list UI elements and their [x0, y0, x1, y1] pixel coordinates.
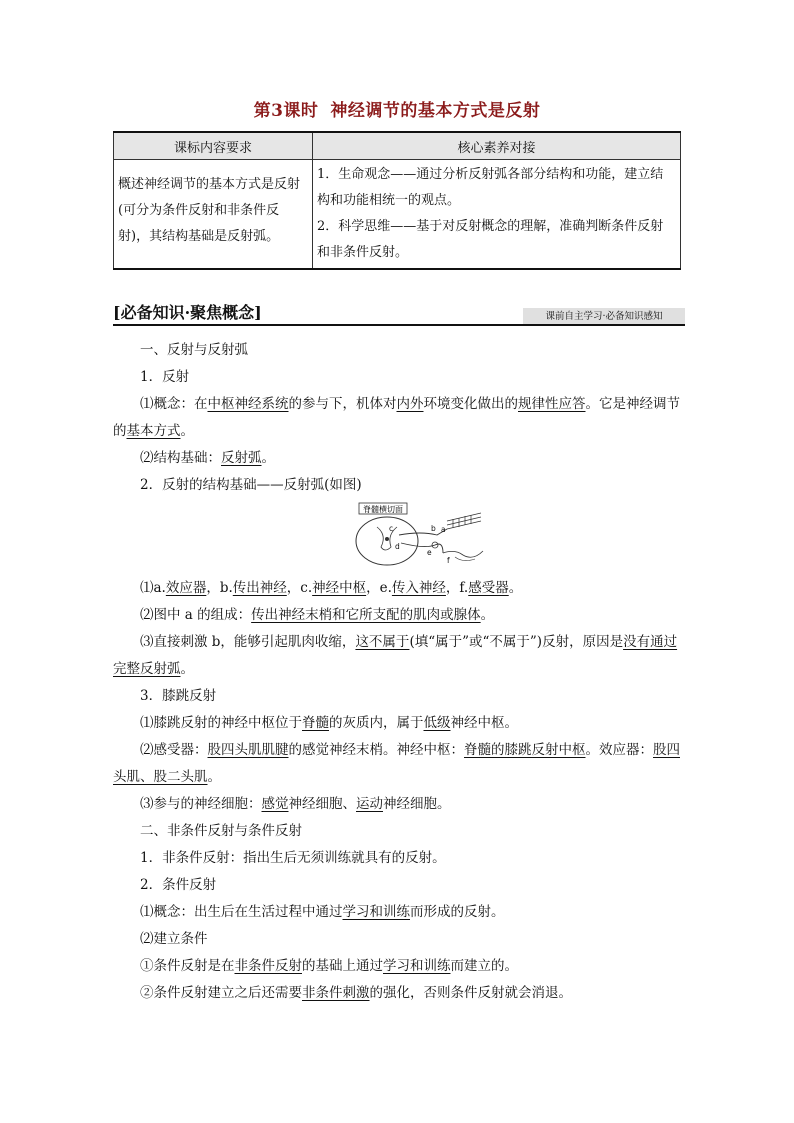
answer-blank: 股四头肌、股二头肌 [113, 742, 680, 785]
text-run: 而形成的反射。 [410, 904, 505, 920]
table-header-requirements: 课标内容要求 [114, 132, 313, 160]
answer-blank: 学习和训练 [383, 958, 451, 974]
paragraph-knee-center [113, 710, 685, 737]
content-body [113, 337, 685, 1007]
text-run: ，f. [445, 580, 469, 596]
text-run: ⑵感受器： [140, 742, 208, 758]
answer-blank: 非条件反射 [234, 958, 302, 974]
text-run: ⑴概念：在 [140, 396, 208, 412]
text-run: ，b. [206, 580, 233, 596]
paragraph-reflex-concept [113, 391, 685, 445]
text-run: 。 [480, 607, 495, 623]
text-run: ⑵图中 a 的组成： [140, 607, 252, 623]
text-run: ②条件反射建立之后还需要 [140, 985, 302, 1001]
text-run: 。 [508, 580, 523, 596]
page-title [0, 96, 794, 121]
answer-blank: 规律性应答 [518, 396, 586, 412]
answer-blank: 传入神经 [391, 580, 446, 596]
text-run: 神经细胞、 [288, 796, 356, 812]
text-run: 。它是神经调节的 [113, 396, 680, 439]
answer-blank: 运动 [356, 796, 383, 812]
text-run: 而建立的。 [450, 958, 518, 974]
answer-blank: 效应器 [165, 580, 207, 596]
answer-blank: 这不属于 [355, 634, 410, 650]
answer-blank: 脊髓的膝跳反射中枢 [464, 742, 586, 758]
text-run: 。 [261, 450, 275, 466]
answer-blank: 非条件刺激 [302, 985, 370, 1001]
text-run: 。 [180, 423, 194, 439]
text-run: ⑴概念：出生后在生活过程中通过 [140, 904, 343, 920]
text-run: 的灰质内，属于 [329, 715, 424, 731]
answer-blank: 脊髓 [302, 715, 329, 731]
figure-letter-e: e [427, 548, 432, 557]
text-run: 。 [207, 769, 221, 785]
text-run: ，c. [286, 580, 313, 596]
text-run: 。 [180, 661, 194, 677]
competencies-cell [313, 160, 681, 270]
answer-blank: 反射弧 [221, 450, 262, 466]
text-run: 。效应器： [585, 742, 653, 758]
answer-blank: 没有通过完整反射弧 [113, 634, 678, 677]
text-run: 神经细胞。 [383, 796, 451, 812]
answer-blank: 学习和训练 [342, 904, 410, 920]
answer-blank: 内外 [396, 396, 424, 412]
text-run: ⑴a. [140, 580, 166, 596]
paragraph-knee-components [113, 737, 685, 791]
text-run: 的感觉神经末梢。神经中枢： [288, 742, 464, 758]
heading-reflex-arc: 一、反射与反射弧 [140, 342, 248, 358]
figure-letter-f: f [447, 556, 450, 565]
paragraph-conditioned-concept [113, 899, 685, 926]
text-run: 的强化，否则条件反射就会消退。 [369, 985, 572, 1001]
text-run: ⑵结构基础： [140, 450, 221, 466]
figure-letter-c: c [389, 524, 394, 533]
text-run: 的基础上通过 [302, 958, 383, 974]
figure-letter-d: d [395, 542, 400, 551]
figure-label: 脊髓横切面 [363, 505, 403, 514]
figure-letter-b: b [431, 524, 436, 533]
text-run: ⑶参与的神经细胞： [140, 796, 262, 812]
paragraph-condition-1 [113, 953, 685, 980]
subheading-reflex: 1．反射 [140, 369, 190, 385]
answer-blank: 传出神经末梢和它所支配的肌肉或腺体 [251, 607, 481, 623]
answer-blank: 感受器 [468, 580, 509, 596]
answer-blank: 神经中枢 [312, 580, 367, 596]
answer-blank: 中枢神经系统 [207, 396, 289, 412]
text-run: ⑴膝跳反射的神经中枢位于 [140, 715, 302, 731]
heading-reflex-types: 二、非条件反射与条件反射 [140, 823, 302, 839]
lesson-title: 神经调节的基本方式是反射 [330, 101, 541, 121]
competency-item: 2．科学思维——基于对反射概念的理解，准确判断条件反射和非条件反射。 [317, 219, 664, 260]
lesson-number: 第3课时 [253, 101, 319, 121]
competency-item: 1．生命观念——通过分析反射弧各部分结构和功能，建立结构和功能相统一的观点。 [317, 167, 664, 208]
text-run: 神经中枢。 [450, 715, 518, 731]
text-run: ①条件反射是在 [140, 958, 235, 974]
text-run: ⑶直接刺激 b，能够引起肌肉收缩， [140, 634, 356, 650]
text-run: (填“属于”或“不属于”)反射，原因是 [409, 634, 624, 650]
subheading-conditioned: 2．条件反射 [140, 877, 217, 893]
paragraph-unconditioned: 1．非条件反射：指出生后无须训练就具有的反射。 [140, 850, 446, 866]
spinal-cord-diagram [351, 501, 501, 569]
answer-blank: 传出神经 [232, 580, 287, 596]
section-title: [必备知识·聚焦概念] [113, 303, 262, 322]
figure-letter-a: a [441, 525, 446, 534]
text-run: 环境变化做出的 [423, 396, 518, 412]
paragraph-establish-conditions: ⑵建立条件 [140, 931, 208, 947]
paragraph-arc-parts [113, 575, 685, 602]
text-run: 的参与下，机体对 [288, 396, 397, 412]
paragraph-knee-neurons [113, 791, 685, 818]
standards-table [113, 131, 681, 270]
paragraph-condition-2 [113, 980, 685, 1007]
answer-blank: 股四头肌肌腱 [207, 742, 289, 758]
section-header [113, 300, 685, 326]
section-tag: 课前自主学习·必备知识感知 [523, 308, 685, 325]
paragraph-effector-composition [113, 602, 685, 629]
section-divider [113, 324, 685, 326]
answer-blank: 基本方式 [126, 423, 181, 439]
subheading-knee-jerk: 3．膝跳反射 [140, 688, 217, 704]
text-run: ，e. [366, 580, 392, 596]
reflex-arc-figure [113, 501, 685, 569]
requirements-cell: 概述神经调节的基本方式是反射(可分为条件反射和非条件反射)，其结构基础是反射弧。 [114, 160, 313, 270]
answer-blank: 感觉 [261, 796, 289, 812]
paragraph-direct-stimulus [113, 629, 685, 683]
answer-blank: 低级 [423, 715, 451, 731]
subheading-reflex-arc: 2．反射的结构基础——反射弧(如图) [140, 477, 362, 493]
table-header-competencies: 核心素养对接 [313, 132, 681, 160]
paragraph-structural-basis [113, 445, 685, 472]
